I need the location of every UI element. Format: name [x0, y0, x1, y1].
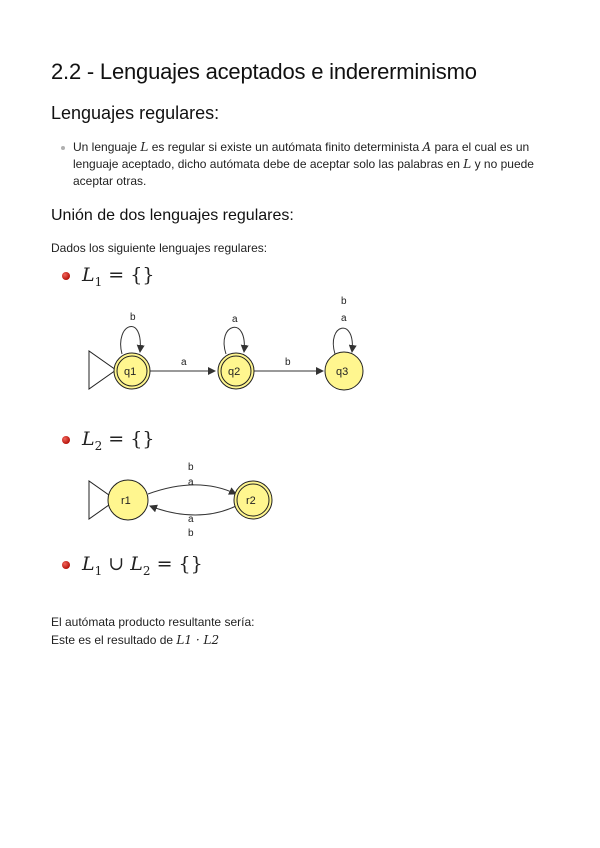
- loop-q3-label-bottom: a: [341, 313, 347, 324]
- state-q1: [114, 353, 150, 389]
- intro-text-3: para el cual es un lenguaje aceptado, dicho autómata debe de aceptar solo las palabras en: [73, 140, 530, 171]
- result-text: Este es el resultado de: [51, 633, 177, 647]
- automaton-1-diagram: [86, 294, 376, 400]
- loop-q2-label: a: [232, 314, 238, 325]
- red-bullet-icon: [62, 272, 70, 280]
- loop-q2: [224, 327, 244, 354]
- math-var-A: A: [422, 140, 432, 154]
- product-text: El autómata producto resultante sería:: [51, 615, 255, 629]
- loop-q3-label-top: b: [341, 296, 347, 307]
- automaton-2-diagram: [86, 458, 286, 544]
- result-math: L1 · L2: [176, 633, 220, 647]
- math-var-L: L: [140, 140, 149, 154]
- loop-q1-label: b: [130, 312, 136, 323]
- svg-text:q3: q3: [336, 366, 349, 378]
- state-q3: [325, 352, 363, 390]
- state-r2: [234, 481, 272, 519]
- result-paragraph: [51, 633, 219, 647]
- edge-r2-r1-label-2: b: [188, 528, 194, 539]
- loop-q3: [333, 328, 352, 354]
- subtitle: Lenguajes regulares:: [51, 103, 220, 123]
- svg-text:r1: r1: [121, 495, 131, 507]
- intro-text-2: es regular si existe un autómata finito determinista: [148, 140, 423, 154]
- svg-text:r2: r2: [246, 495, 256, 507]
- union-heading: Unión de dos lenguajes regulares:: [51, 207, 294, 224]
- intro-text-1: Un lenguaje: [73, 140, 141, 154]
- language-union-row: [62, 553, 203, 577]
- language-l2-formula: $L_2$ = {}: [82, 427, 155, 453]
- bullet-icon: [61, 146, 65, 150]
- intro-list: [58, 139, 558, 190]
- language-l2-row: [62, 428, 154, 452]
- svg-text:q1: q1: [124, 366, 137, 378]
- red-bullet-icon: [62, 561, 70, 569]
- given-text: Dados los siguiente lenguajes regulares:: [51, 241, 268, 255]
- intro-item: [58, 139, 558, 190]
- section-title: 2.2 - Lenguajes aceptados e indererminismo: [51, 59, 477, 84]
- edge-r1-r2-label-2: a: [188, 477, 194, 488]
- edge-r1-r2-label-1: b: [188, 462, 194, 473]
- state-q2: [218, 353, 254, 389]
- start-arrow-icon: [89, 351, 116, 389]
- edge-q1-q2-label: a: [181, 357, 187, 368]
- intro-text-4: y no puede aceptar otras.: [73, 157, 534, 188]
- edge-r2-r1-label-1: a: [188, 514, 194, 525]
- language-l1-row: [62, 264, 154, 288]
- loop-q1: [121, 326, 141, 354]
- edge-q2-q3-label: b: [285, 357, 291, 368]
- state-r1: [108, 480, 148, 520]
- language-union-formula: $L_1$ ∪ $L_2$ = {}: [82, 552, 203, 578]
- math-var-L-second: L: [463, 157, 472, 171]
- red-bullet-icon: [62, 436, 70, 444]
- svg-text:q2: q2: [228, 366, 241, 378]
- language-l1-formula: $L_1$ = {}: [82, 263, 155, 289]
